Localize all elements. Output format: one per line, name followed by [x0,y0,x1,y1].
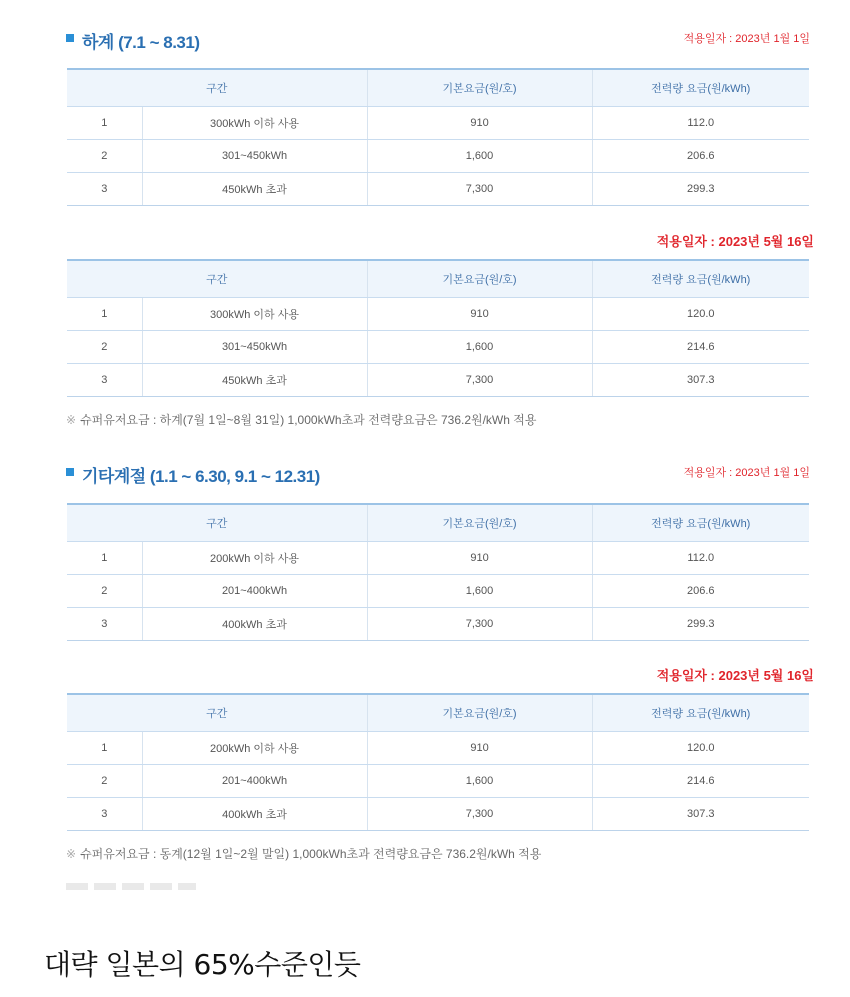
energy-fee: 299.3 [592,607,809,640]
section-title-text: 하계 (7.1 ~ 8.31) [82,33,200,52]
header-section: 구간 [67,504,367,541]
effective-date: 적용일자 : 2023년 5월 16일 [656,668,814,683]
energy-fee: 206.6 [592,139,809,172]
base-fee: 910 [367,297,592,330]
tier-number: 1 [67,731,142,764]
header-section: 구간 [67,694,367,731]
base-fee: 1,600 [367,330,592,363]
table-header-row [67,504,809,541]
cropped-text-fragment [66,883,196,890]
energy-fee: 112.0 [592,106,809,139]
super-user-note [66,845,541,862]
table-row [67,330,809,363]
rate-table [67,259,809,397]
post-caption: 대략 일본의 65%수준인듯 [44,948,361,981]
bullet-square-icon [66,34,74,42]
table-row [67,363,809,396]
header-energy-fee: 전력량 요금(원/kWh) [592,260,809,297]
tier-range: 201~400kWh [142,574,367,607]
base-fee: 1,600 [367,574,592,607]
header-base-fee: 기본요금(원/호) [367,504,592,541]
header-energy-fee: 전력량 요금(원/kWh) [592,69,809,106]
tier-number: 1 [67,106,142,139]
tier-number: 2 [67,330,142,363]
tier-number: 3 [67,363,142,396]
rate-table [67,68,809,206]
base-fee: 910 [367,541,592,574]
tier-number: 1 [67,297,142,330]
header-energy-fee: 전력량 요금(원/kWh) [592,694,809,731]
tier-number: 1 [67,541,142,574]
table-row [67,574,809,607]
header-base-fee: 기본요금(원/호) [367,260,592,297]
tier-number: 3 [67,797,142,830]
section-title-other-seasons [66,462,320,487]
table-row [67,607,809,640]
table-row [67,172,809,205]
energy-fee: 214.6 [592,764,809,797]
bullet-square-icon [66,468,74,476]
table-row [67,541,809,574]
tier-range: 400kWh 초과 [142,797,367,830]
tier-range: 400kWh 초과 [142,607,367,640]
section-title-text: 기타계절 (1.1 ~ 6.30, 9.1 ~ 12.31) [82,467,320,486]
section-title-summer [66,28,199,53]
effective-date: 적용일자 : 2023년 1월 1일 [683,33,810,45]
tier-number: 2 [67,764,142,797]
table-row [67,731,809,764]
note-mark-icon: ※ [66,847,77,861]
tier-range: 450kWh 초과 [142,363,367,396]
header-energy-fee: 전력량 요금(원/kWh) [592,504,809,541]
table-row [67,297,809,330]
tier-range: 450kWh 초과 [142,172,367,205]
header-section: 구간 [67,69,367,106]
tier-range: 301~450kWh [142,330,367,363]
note-mark-icon: ※ [66,413,77,427]
super-user-note [66,411,536,428]
energy-fee: 214.6 [592,330,809,363]
tier-range: 300kWh 이하 사용 [142,106,367,139]
rate-table [67,503,809,641]
effective-date: 적용일자 : 2023년 1월 1일 [683,467,810,479]
tier-number: 2 [67,574,142,607]
table-row [67,797,809,830]
note-text: 슈퍼유저요금 : 동계(12월 1일~2월 말일) 1,000kWh초과 전력량요금은 736.2원/kWh 적용 [80,847,542,861]
base-fee: 7,300 [367,607,592,640]
energy-fee: 206.6 [592,574,809,607]
energy-fee: 307.3 [592,363,809,396]
table-row [67,139,809,172]
base-fee: 1,600 [367,764,592,797]
tier-range: 301~450kWh [142,139,367,172]
table-row [67,764,809,797]
tier-number: 2 [67,139,142,172]
energy-fee: 307.3 [592,797,809,830]
base-fee: 910 [367,106,592,139]
table-header-row [67,694,809,731]
tier-number: 3 [67,607,142,640]
header-base-fee: 기본요금(원/호) [367,694,592,731]
rate-table [67,693,809,831]
tier-range: 200kWh 이하 사용 [142,541,367,574]
effective-date: 적용일자 : 2023년 5월 16일 [656,234,814,249]
base-fee: 910 [367,731,592,764]
energy-fee: 120.0 [592,731,809,764]
tier-range: 300kWh 이하 사용 [142,297,367,330]
table-header-row [67,260,809,297]
tier-range: 200kWh 이하 사용 [142,731,367,764]
energy-fee: 120.0 [592,297,809,330]
energy-fee: 112.0 [592,541,809,574]
header-base-fee: 기본요금(원/호) [367,69,592,106]
header-section: 구간 [67,260,367,297]
tier-range: 201~400kWh [142,764,367,797]
table-row [67,106,809,139]
base-fee: 1,600 [367,139,592,172]
base-fee: 7,300 [367,172,592,205]
tier-number: 3 [67,172,142,205]
energy-fee: 299.3 [592,172,809,205]
base-fee: 7,300 [367,363,592,396]
base-fee: 7,300 [367,797,592,830]
note-text: 슈퍼유저요금 : 하계(7월 1일~8월 31일) 1,000kWh초과 전력량요금은 736.2원/kWh 적용 [80,413,537,427]
table-header-row [67,69,809,106]
